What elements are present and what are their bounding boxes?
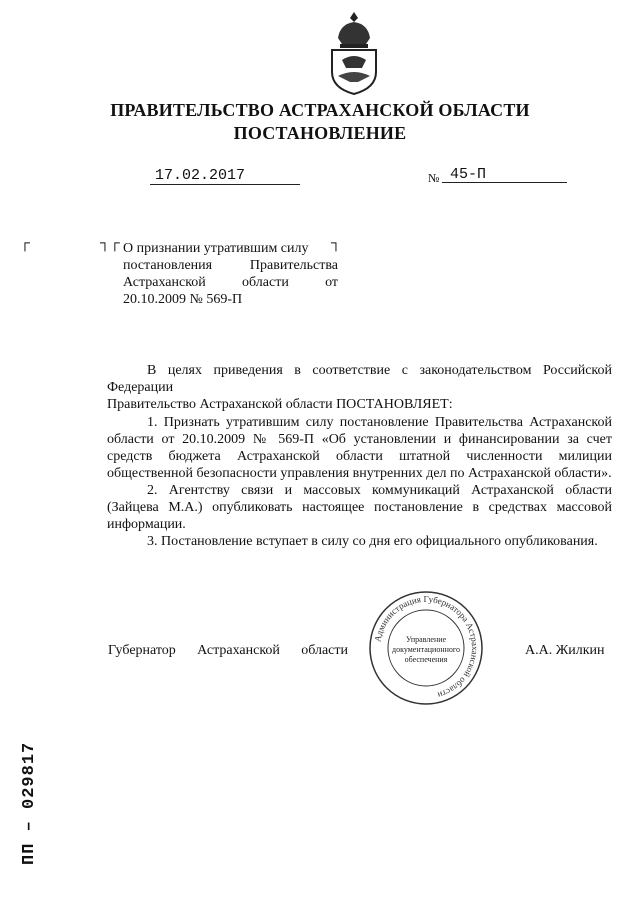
- organization-title: ПРАВИТЕЛЬСТВО АСТРАХАНСКОЙ ОБЛАСТИ: [110, 100, 530, 120]
- item-paragraph: 3. Постановление вступает в силу со дня его официального опубликования.: [147, 534, 598, 549]
- document-subject: [123, 240, 338, 308]
- corner-mark-left: ┌: [20, 236, 30, 251]
- document-date: 17.02.2017: [155, 167, 246, 184]
- seal-center-line: обеспечения: [404, 655, 448, 664]
- corner-mark-end: ┐: [331, 236, 341, 251]
- item-paragraph: 2. Агентству связи и массовых коммуникаций Астраханской области (Зайцева М.А.) опубликовать настоящее постановление в средствах массовой информации.: [107, 483, 612, 532]
- official-seal: [368, 590, 484, 706]
- document-type-title: ПОСТАНОВЛЕНИЕ: [233, 123, 407, 143]
- date-underline: [150, 184, 300, 185]
- subject-line: 20.10.2009 № 569-П: [123, 292, 243, 307]
- body-intro: [107, 362, 612, 413]
- intro-paragraph: В целях приведения в соответствие с законодательством Российской Федерации: [107, 363, 612, 395]
- corner-mark-right-angle: ┐┌: [100, 236, 120, 251]
- serial-number-stamp: [0, 680, 40, 870]
- coat-of-arms-icon: [328, 10, 380, 96]
- body-items: [107, 414, 612, 550]
- document-number: 45-П: [450, 166, 487, 183]
- number-underline: [442, 182, 567, 183]
- subject-line: Астраханской области от: [123, 275, 338, 290]
- subject-line: О признании утратившим силу: [123, 241, 309, 256]
- signatory-name: А.А. Жилкин: [525, 643, 605, 658]
- item-paragraph: 1. Признать утратившим силу постановление Правительства Астраханской области от 20.10.2009 № 569-П «Об установлении и финансировании за счет средств бюджета Астраханской области штатной численности милиции общественной безопасности управления внутренних дел по Астраханской области».: [107, 415, 612, 481]
- subject-line: постановления Правительства: [123, 258, 338, 273]
- decree-line: Правительство Астраханской области ПОСТАНОВЛЯЕТ:: [107, 397, 453, 412]
- seal-ring-text: Администрация Губернатора Астраханской области: [372, 593, 481, 701]
- signatory-position: Губернатор Астраханской области: [108, 643, 348, 658]
- number-label: №: [428, 171, 440, 185]
- seal-center-line: документационного: [392, 645, 460, 654]
- seal-center-line: Управление: [405, 635, 447, 644]
- serial-number: ПП – 029817: [20, 741, 39, 865]
